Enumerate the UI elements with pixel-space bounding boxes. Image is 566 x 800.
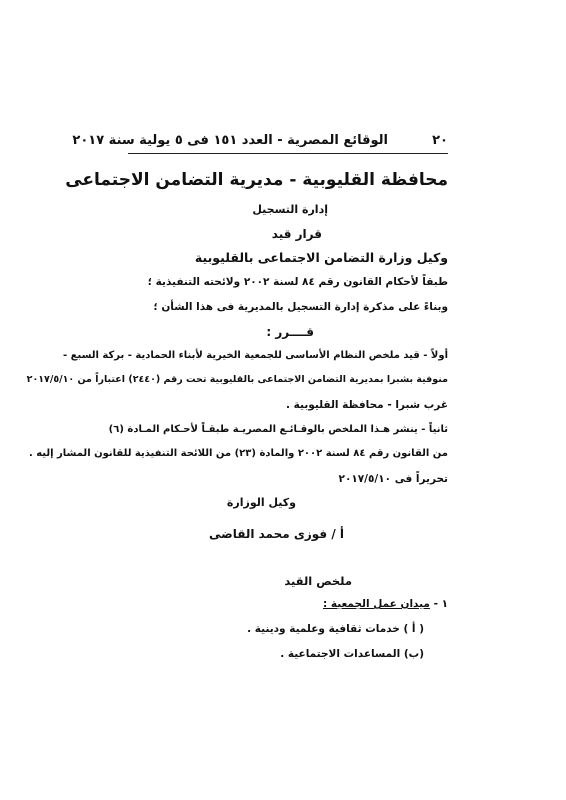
article-two-line-2: من القانون رقم ٨٤ لسنة ٢٠٠٢ والمادة (٢٣) من اللائحة التنفيذية للقانون المشار إليه . — [28, 448, 448, 459]
article-two-line-1: ثانياً - ينشر هـذا الملخص بالوقـائـع المصريـة طبقـاً لأحـكام المـادة (٦) — [108, 424, 448, 435]
preamble-line-2: وبناءً على مذكرة إدارة التسجيل بالمديرية فى هذا الشأن ؛ — [153, 301, 448, 313]
issuer-line: وكيل وزارة التضامن الاجتماعى بالقليوبية — [194, 250, 448, 265]
summary-heading: ملخص القيد — [284, 574, 352, 588]
summary-item-number: ١ - — [433, 598, 448, 610]
article-one-line-3: غرب شبرا - محافظة القليوبية . — [286, 399, 448, 411]
header-rule — [128, 153, 448, 154]
preamble-line-1: طبقاً لأحكام القانون رقم ٨٤ لسنة ٢٠٠٢ ولائحته التنفيذية ؛ — [147, 276, 448, 288]
authority-title: محافظة القليوبية - مديرية التضامن الاجتماعى — [65, 170, 448, 190]
issue-date: تحريراً فى ٢٠١٧/٥/١٠ — [338, 473, 448, 485]
article-one-line-2: منوفية بشبرا بمديرية التضامن الاجتماعى بالقليوبية تحت رقم (٢٤٤٠) اعتباراً من ٢٠١٧/٥/١٠ — [26, 374, 448, 385]
gazette-issue-line: الوقائع المصرية - العدد ١٥١ فى ٥ يولية سنة ٢٠١٧ — [72, 133, 388, 148]
decides-heading: قــــرر : — [266, 325, 314, 339]
summary-subitem-a: ( أ ) خدمات ثقافية وعلمية ودينية . — [247, 623, 424, 635]
page-number: ٢٠ — [432, 133, 448, 148]
signatory-title: وكيل الوزارة — [226, 496, 296, 509]
summary-item-label: ميدان عمل الجمعية : — [323, 598, 430, 610]
summary-item-1 — [323, 598, 448, 610]
page-header — [72, 133, 448, 151]
article-one-line-1: أولاً - قيد ملخص النظام الأساسى للجمعية الخيرية لأبناء الحمادية - بركة السبع - — [63, 350, 448, 361]
department-name: إدارة التسجيل — [252, 203, 328, 216]
decision-heading: قرار قيد — [271, 227, 322, 241]
summary-subitem-b: (ب) المساعدات الاجتماعية . — [280, 648, 424, 660]
signatory-name: أ / فوزى محمد القاضى — [208, 527, 344, 541]
